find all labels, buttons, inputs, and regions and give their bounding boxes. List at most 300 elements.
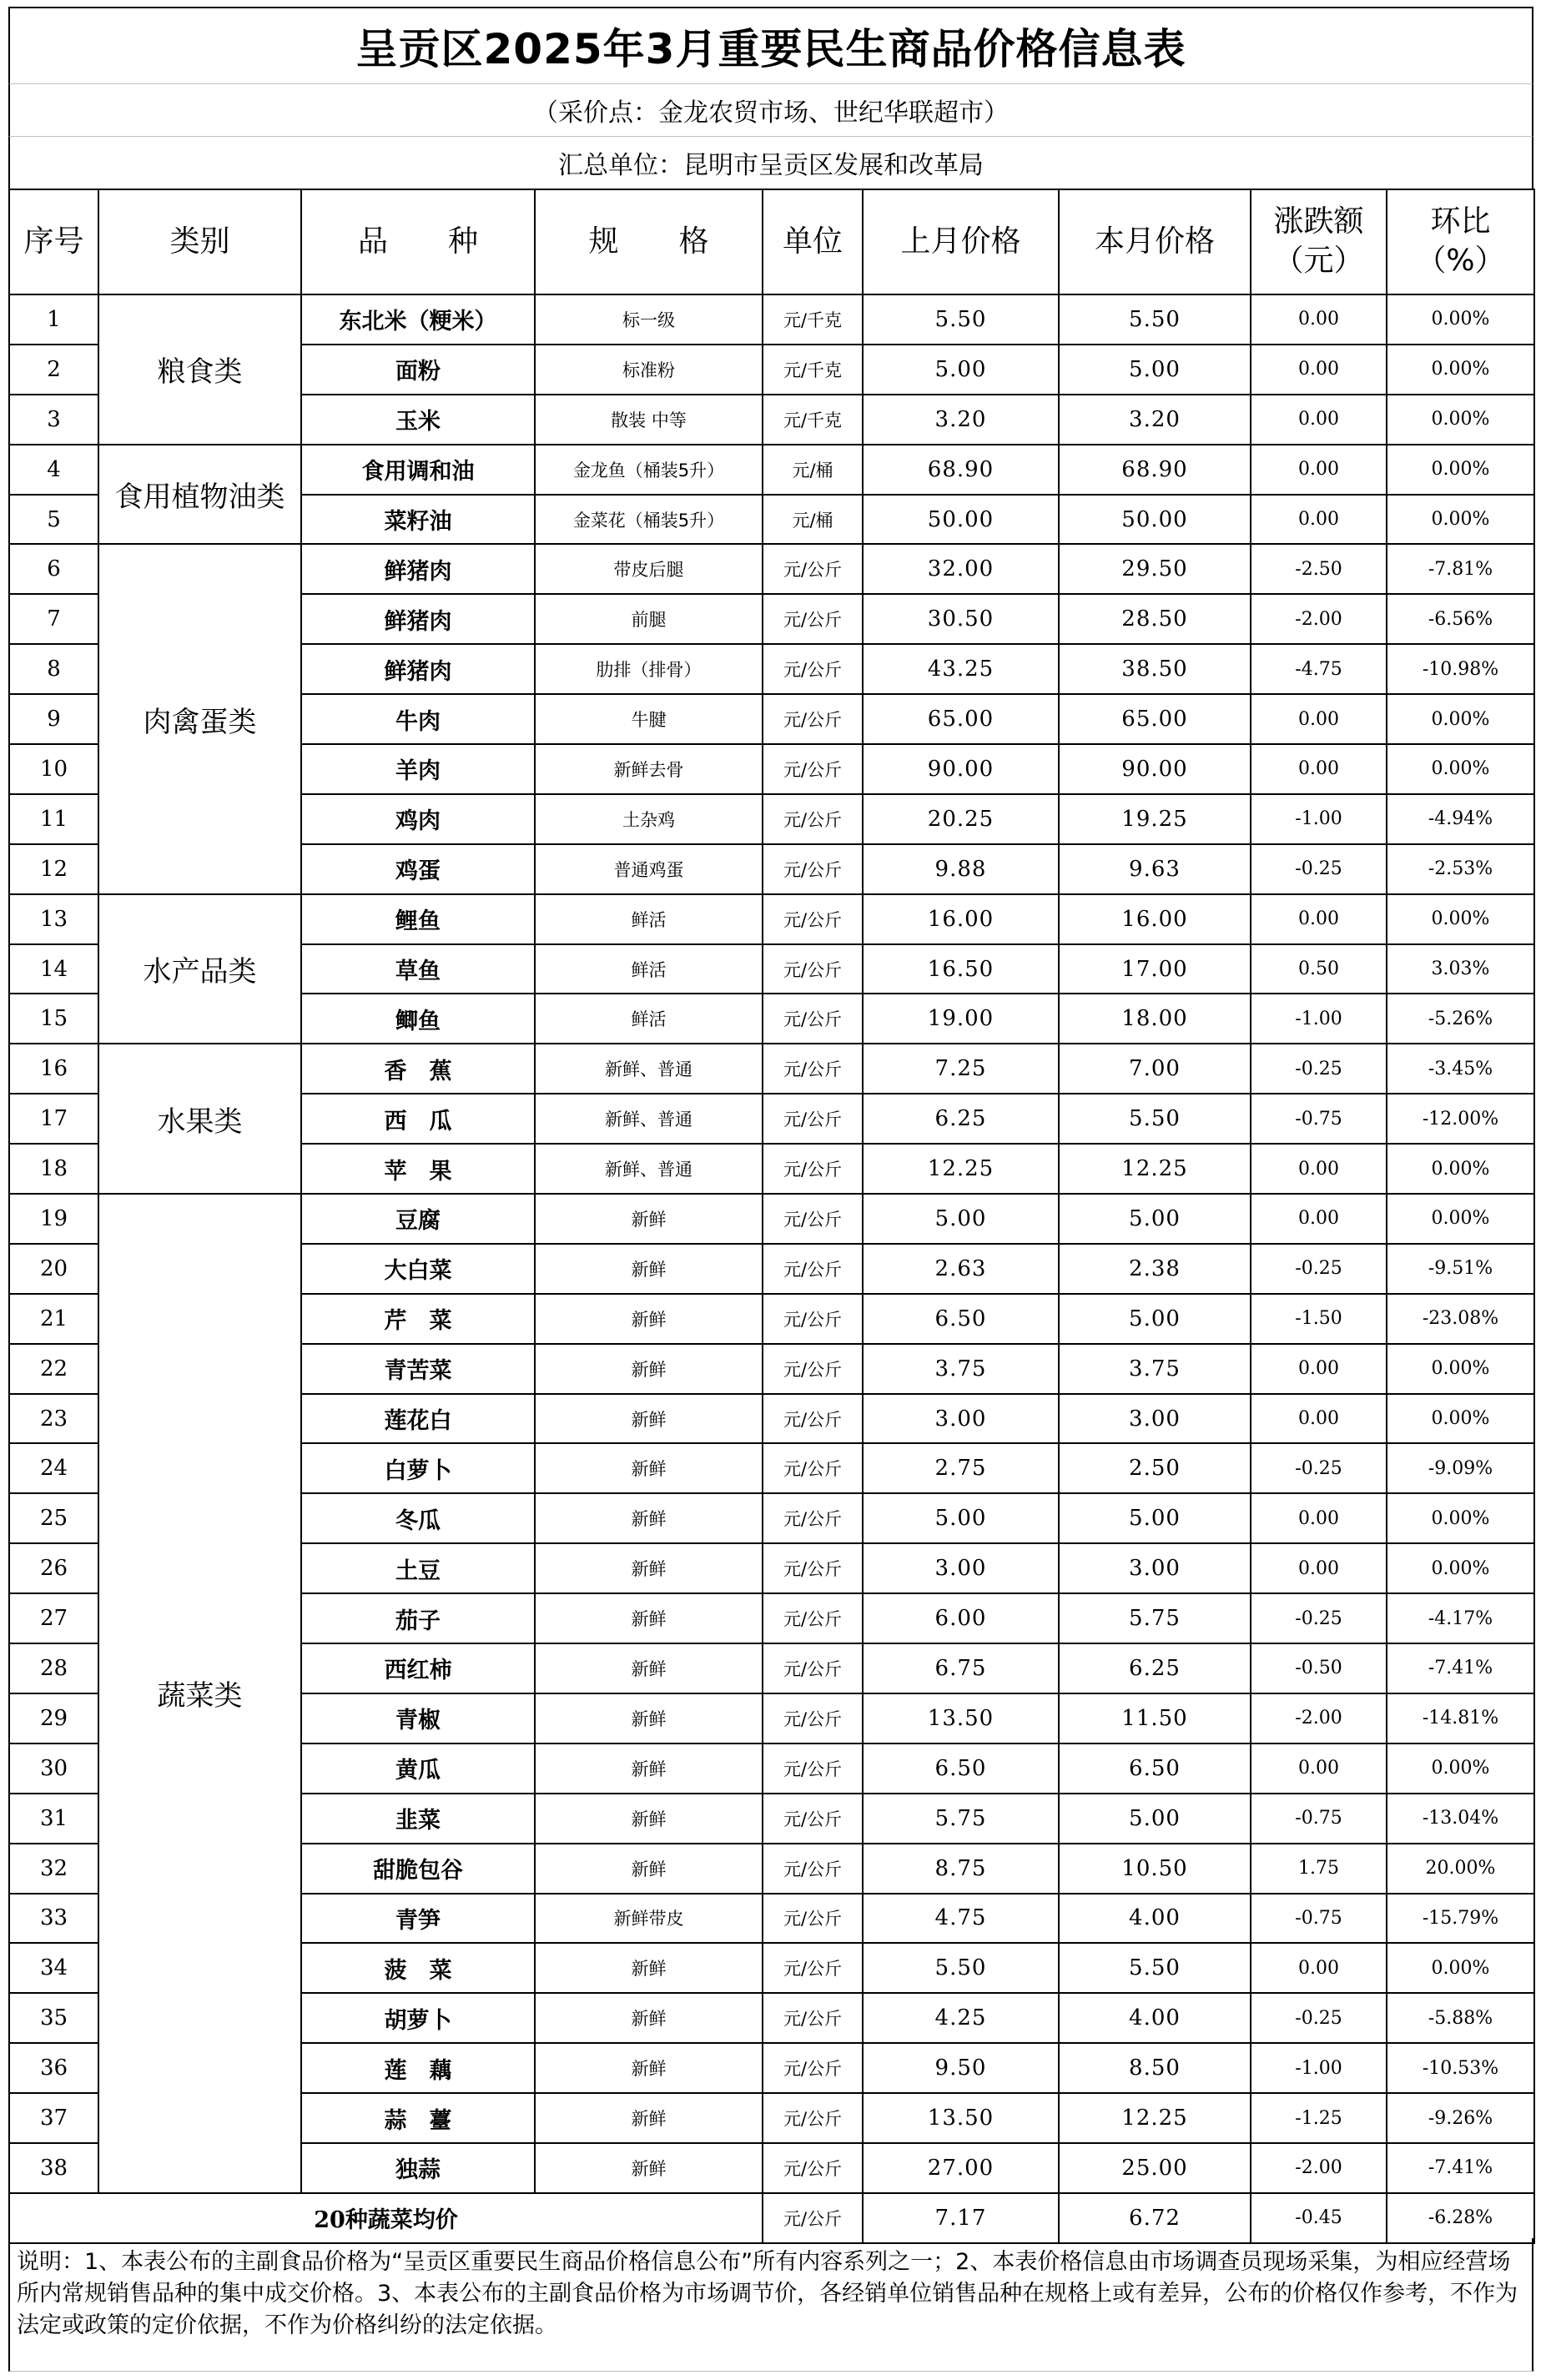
- last-price: 65.00: [863, 694, 1059, 744]
- this-price: 5.00: [1059, 1794, 1251, 1844]
- category-cell: 食用植物油类: [98, 445, 301, 545]
- this-price: 50.00: [1059, 495, 1251, 545]
- item-unit: 元/公斤: [763, 1794, 863, 1844]
- this-price: 5.75: [1059, 1593, 1251, 1643]
- header-category: 类别: [98, 189, 301, 294]
- item-unit: 元/公斤: [763, 1743, 863, 1794]
- this-price: 5.00: [1059, 345, 1251, 395]
- change-ratio: 0.00%: [1387, 1144, 1534, 1194]
- change-ratio: 0.00%: [1387, 1543, 1534, 1593]
- change-ratio: 0.00%: [1387, 1943, 1534, 1993]
- change-amount: 0.00: [1251, 1943, 1387, 1993]
- sampling-points: （采价点：金龙农贸市场、世纪华联超市）: [8, 84, 1533, 137]
- item-unit: 元/公斤: [763, 1543, 863, 1593]
- item-name: 白萝卜: [301, 1443, 535, 1493]
- last-price: 32.00: [863, 544, 1059, 594]
- page-title: 呈贡区2025年3月重要民生商品价格信息表: [8, 7, 1533, 84]
- change-amount: 0.00: [1251, 495, 1387, 545]
- this-price: 5.50: [1059, 1094, 1251, 1144]
- item-name: 韭菜: [301, 1794, 535, 1844]
- last-price: 90.00: [863, 744, 1059, 794]
- change-ratio: -12.00%: [1387, 1094, 1534, 1144]
- header-change-line2: （元）: [1273, 244, 1364, 278]
- item-spec: 散装 中等: [535, 395, 763, 445]
- table-row: [9, 445, 1534, 495]
- row-index: 14: [9, 944, 98, 994]
- item-name: 食用调和油: [301, 445, 535, 495]
- header-ratio-line2: （%）: [1416, 244, 1505, 278]
- change-ratio: -9.09%: [1387, 1443, 1534, 1493]
- last-price: 9.88: [863, 844, 1059, 894]
- item-name: 东北米（粳米）: [301, 294, 535, 345]
- item-spec: 土杂鸡: [535, 794, 763, 844]
- last-price: 5.50: [863, 294, 1059, 345]
- header-change: [1251, 189, 1387, 294]
- change-ratio: -23.08%: [1387, 1294, 1534, 1344]
- row-index: 21: [9, 1294, 98, 1344]
- table-body: [9, 294, 1534, 2243]
- vegetable-average-row: [9, 2193, 1534, 2243]
- last-price: 27.00: [863, 2143, 1059, 2193]
- row-index: 29: [9, 1693, 98, 1743]
- last-price: 5.50: [863, 1943, 1059, 1993]
- price-sheet: [8, 7, 1533, 2338]
- item-spec: 新鲜: [535, 1294, 763, 1344]
- change-ratio: 0.00%: [1387, 1344, 1534, 1394]
- change-ratio: -7.41%: [1387, 1643, 1534, 1693]
- item-spec: 新鲜: [535, 1244, 763, 1294]
- average-last-price: 7.17: [863, 2193, 1059, 2243]
- last-price: 12.25: [863, 1144, 1059, 1194]
- item-unit: 元/公斤: [763, 694, 863, 744]
- item-name: 鸡蛋: [301, 844, 535, 894]
- change-ratio: -7.81%: [1387, 544, 1534, 594]
- this-price: 2.38: [1059, 1244, 1251, 1294]
- item-name: 菜籽油: [301, 495, 535, 545]
- this-price: 17.00: [1059, 944, 1251, 994]
- item-name: 鲜猪肉: [301, 594, 535, 644]
- last-price: 2.63: [863, 1244, 1059, 1294]
- change-ratio: -5.88%: [1387, 1993, 1534, 2043]
- row-index: 27: [9, 1593, 98, 1643]
- row-index: 22: [9, 1344, 98, 1394]
- item-spec: 金龙鱼（桶装5升）: [535, 445, 763, 495]
- item-name: 青椒: [301, 1693, 535, 1743]
- header-index: 序号: [9, 189, 98, 294]
- change-amount: -2.00: [1251, 2143, 1387, 2193]
- header-item: 品 种: [301, 189, 535, 294]
- item-spec: 鲜活: [535, 944, 763, 994]
- item-unit: 元/千克: [763, 395, 863, 445]
- item-spec: 新鲜、普通: [535, 1144, 763, 1194]
- last-price: 20.25: [863, 794, 1059, 844]
- average-this-price: 6.72: [1059, 2193, 1251, 2243]
- row-index: 9: [9, 694, 98, 744]
- row-index: 11: [9, 794, 98, 844]
- item-spec: 牛腱: [535, 694, 763, 744]
- item-spec: 前腿: [535, 594, 763, 644]
- table-row: [9, 1044, 1534, 1094]
- change-amount: -1.50: [1251, 1294, 1387, 1344]
- last-price: 3.00: [863, 1394, 1059, 1444]
- change-amount: 0.00: [1251, 1743, 1387, 1794]
- item-unit: 元/桶: [763, 495, 863, 545]
- change-ratio: -14.81%: [1387, 1693, 1534, 1743]
- change-amount: 0.00: [1251, 294, 1387, 345]
- this-price: 5.00: [1059, 1194, 1251, 1244]
- item-unit: 元/公斤: [763, 594, 863, 644]
- category-cell: 水产品类: [98, 894, 301, 1044]
- item-unit: 元/公斤: [763, 1194, 863, 1244]
- item-name: 草鱼: [301, 944, 535, 994]
- this-price: 6.50: [1059, 1743, 1251, 1794]
- last-price: 8.75: [863, 1844, 1059, 1894]
- item-spec: 新鲜: [535, 1943, 763, 1993]
- item-unit: 元/公斤: [763, 1844, 863, 1894]
- last-price: 5.00: [863, 345, 1059, 395]
- last-price: 6.75: [863, 1643, 1059, 1693]
- item-unit: 元/公斤: [763, 2093, 863, 2143]
- this-price: 6.25: [1059, 1643, 1251, 1693]
- item-spec: 新鲜、普通: [535, 1044, 763, 1094]
- item-name: 黄瓜: [301, 1743, 535, 1794]
- item-spec: 新鲜: [535, 1643, 763, 1693]
- change-amount: -1.00: [1251, 994, 1387, 1044]
- item-name: 青苦菜: [301, 1344, 535, 1394]
- row-index: 18: [9, 1144, 98, 1194]
- last-price: 50.00: [863, 495, 1059, 545]
- change-ratio: -13.04%: [1387, 1794, 1534, 1844]
- row-index: 8: [9, 644, 98, 694]
- change-amount: -4.75: [1251, 644, 1387, 694]
- row-index: 23: [9, 1394, 98, 1444]
- item-unit: 元/公斤: [763, 1943, 863, 1993]
- last-price: 3.00: [863, 1543, 1059, 1593]
- change-ratio: 0.00%: [1387, 1493, 1534, 1543]
- change-amount: -0.75: [1251, 1794, 1387, 1844]
- last-price: 13.50: [863, 2093, 1059, 2143]
- item-unit: 元/公斤: [763, 794, 863, 844]
- change-ratio: 0.00%: [1387, 694, 1534, 744]
- change-amount: 0.00: [1251, 345, 1387, 395]
- item-name: 羊肉: [301, 744, 535, 794]
- item-spec: 标准粉: [535, 345, 763, 395]
- this-price: 12.25: [1059, 1144, 1251, 1194]
- item-name: 鲤鱼: [301, 894, 535, 944]
- row-index: 1: [9, 294, 98, 345]
- row-index: 20: [9, 1244, 98, 1294]
- change-amount: -0.25: [1251, 1443, 1387, 1493]
- item-unit: 元/公斤: [763, 844, 863, 894]
- item-spec: 新鲜: [535, 1593, 763, 1643]
- row-index: 37: [9, 2093, 98, 2143]
- change-amount: -0.25: [1251, 1993, 1387, 2043]
- item-unit: 元/公斤: [763, 994, 863, 1044]
- item-name: 鲜猪肉: [301, 644, 535, 694]
- this-price: 3.00: [1059, 1394, 1251, 1444]
- this-price: 4.00: [1059, 1894, 1251, 1944]
- last-price: 16.50: [863, 944, 1059, 994]
- item-unit: 元/公斤: [763, 2043, 863, 2093]
- header-ratio-line1: 环比: [1430, 204, 1491, 239]
- item-name: 西红柿: [301, 1643, 535, 1693]
- change-amount: -0.75: [1251, 1894, 1387, 1944]
- change-ratio: 0.00%: [1387, 294, 1534, 345]
- item-name: 青笋: [301, 1894, 535, 1944]
- change-amount: -1.00: [1251, 2043, 1387, 2093]
- change-ratio: -7.41%: [1387, 2143, 1534, 2193]
- item-unit: 元/公斤: [763, 894, 863, 944]
- change-amount: -0.75: [1251, 1094, 1387, 1144]
- item-name: 土豆: [301, 1543, 535, 1593]
- change-ratio: -9.51%: [1387, 1244, 1534, 1294]
- last-price: 30.50: [863, 594, 1059, 644]
- item-name: 甜脆包谷: [301, 1844, 535, 1894]
- change-amount: 0.00: [1251, 445, 1387, 495]
- row-index: 34: [9, 1943, 98, 1993]
- item-spec: 新鲜: [535, 1693, 763, 1743]
- item-unit: 元/公斤: [763, 1044, 863, 1094]
- item-spec: 新鲜: [535, 1443, 763, 1493]
- table-row: [9, 894, 1534, 944]
- item-name: 鲫鱼: [301, 994, 535, 1044]
- average-label: 20种蔬菜均价: [9, 2193, 763, 2243]
- this-price: 3.20: [1059, 395, 1251, 445]
- item-unit: 元/公斤: [763, 544, 863, 594]
- item-spec: 标一级: [535, 294, 763, 345]
- last-price: 19.00: [863, 994, 1059, 1044]
- item-unit: 元/公斤: [763, 1493, 863, 1543]
- row-index: 38: [9, 2143, 98, 2193]
- row-index: 7: [9, 594, 98, 644]
- item-name: 鸡肉: [301, 794, 535, 844]
- row-index: 12: [9, 844, 98, 894]
- item-unit: 元/公斤: [763, 2143, 863, 2193]
- this-price: 28.50: [1059, 594, 1251, 644]
- item-spec: 带皮后腿: [535, 544, 763, 594]
- item-spec: 鲜活: [535, 994, 763, 1044]
- change-amount: -2.50: [1251, 544, 1387, 594]
- average-item-unit: 元/公斤: [763, 2193, 863, 2243]
- row-index: 32: [9, 1844, 98, 1894]
- item-spec: 鲜活: [535, 894, 763, 944]
- table-header-row: [9, 189, 1534, 294]
- last-price: 13.50: [863, 1693, 1059, 1743]
- item-unit: 元/公斤: [763, 944, 863, 994]
- last-price: 3.75: [863, 1344, 1059, 1394]
- item-spec: 普通鸡蛋: [535, 844, 763, 894]
- table-row: [9, 1194, 1534, 1244]
- this-price: 90.00: [1059, 744, 1251, 794]
- row-index: 33: [9, 1894, 98, 1944]
- change-amount: 0.00: [1251, 694, 1387, 744]
- summary-organization: 汇总单位：昆明市呈贡区发展和改革局: [8, 137, 1533, 189]
- explanatory-note: 说明：1、本表公布的主副食品价格为“呈贡区重要民生商品价格信息公布”所有内容系列之一；2、本表价格信息由市场调查员现场采集，为相应经营场所内常规销售品种的集中成交价格。3、本表公布的主副食品价格为市场调节价，各经销单位销售品种在规格上或有差异，公布的价格仅作参考，不作为法定或政策的定价依据，不作为价格纠纷的法定依据。: [8, 2238, 1533, 2372]
- change-ratio: -3.45%: [1387, 1044, 1534, 1094]
- row-index: 5: [9, 495, 98, 545]
- last-price: 9.50: [863, 2043, 1059, 2093]
- item-name: 莲花白: [301, 1394, 535, 1444]
- header-spec: 规 格: [535, 189, 763, 294]
- item-unit: 元/公斤: [763, 1294, 863, 1344]
- change-ratio: -9.26%: [1387, 2093, 1534, 2143]
- item-name: 冬瓜: [301, 1493, 535, 1543]
- row-index: 15: [9, 994, 98, 1044]
- item-spec: 新鲜、普通: [535, 1094, 763, 1144]
- this-price: 3.00: [1059, 1543, 1251, 1593]
- last-price: 6.25: [863, 1094, 1059, 1144]
- this-price: 3.75: [1059, 1344, 1251, 1394]
- item-name: 菠 菜: [301, 1943, 535, 1993]
- item-spec: 新鲜: [535, 1743, 763, 1794]
- this-price: 19.25: [1059, 794, 1251, 844]
- change-amount: 0.00: [1251, 744, 1387, 794]
- change-amount: 0.00: [1251, 395, 1387, 445]
- change-amount: 0.00: [1251, 1394, 1387, 1444]
- item-spec: 新鲜: [535, 1344, 763, 1394]
- change-ratio: -10.53%: [1387, 2043, 1534, 2093]
- row-index: 36: [9, 2043, 98, 2093]
- last-price: 4.25: [863, 1993, 1059, 2043]
- row-index: 4: [9, 445, 98, 495]
- item-unit: 元/千克: [763, 345, 863, 395]
- this-price: 68.90: [1059, 445, 1251, 495]
- change-ratio: 20.00%: [1387, 1844, 1534, 1894]
- this-price: 5.00: [1059, 1493, 1251, 1543]
- last-price: 6.50: [863, 1743, 1059, 1794]
- change-ratio: 3.03%: [1387, 944, 1534, 994]
- row-index: 19: [9, 1194, 98, 1244]
- this-price: 5.50: [1059, 294, 1251, 345]
- item-name: 苹 果: [301, 1144, 535, 1194]
- change-amount: 1.75: [1251, 1844, 1387, 1894]
- price-table: [8, 189, 1535, 2244]
- item-name: 牛肉: [301, 694, 535, 744]
- change-ratio: -6.56%: [1387, 594, 1534, 644]
- last-price: 6.50: [863, 1294, 1059, 1344]
- item-name: 芹 菜: [301, 1294, 535, 1344]
- item-spec: 新鲜: [535, 1543, 763, 1593]
- change-amount: -0.50: [1251, 1643, 1387, 1693]
- change-ratio: 0.00%: [1387, 345, 1534, 395]
- change-amount: 0.00: [1251, 1194, 1387, 1244]
- header-ratio: [1387, 189, 1534, 294]
- item-unit: 元/桶: [763, 445, 863, 495]
- change-ratio: 0.00%: [1387, 894, 1534, 944]
- row-index: 30: [9, 1743, 98, 1794]
- item-spec: 新鲜: [535, 1493, 763, 1543]
- this-price: 7.00: [1059, 1044, 1251, 1094]
- item-unit: 元/公斤: [763, 1443, 863, 1493]
- change-ratio: -4.94%: [1387, 794, 1534, 844]
- row-index: 26: [9, 1543, 98, 1593]
- change-amount: -2.00: [1251, 1693, 1387, 1743]
- this-price: 29.50: [1059, 544, 1251, 594]
- change-amount: -0.25: [1251, 1044, 1387, 1094]
- header-last-price: 上月价格: [863, 189, 1059, 294]
- table-row: [9, 294, 1534, 345]
- this-price: 2.50: [1059, 1443, 1251, 1493]
- this-price: 9.63: [1059, 844, 1251, 894]
- item-name: 大白菜: [301, 1244, 535, 1294]
- change-amount: -0.25: [1251, 1244, 1387, 1294]
- change-ratio: -10.98%: [1387, 644, 1534, 694]
- change-amount: -0.25: [1251, 1593, 1387, 1643]
- change-ratio: -15.79%: [1387, 1894, 1534, 1944]
- item-spec: 新鲜: [535, 2093, 763, 2143]
- item-spec: 新鲜带皮: [535, 1894, 763, 1944]
- this-price: 16.00: [1059, 894, 1251, 944]
- change-amount: -0.25: [1251, 844, 1387, 894]
- header-change-line1: 涨跌额: [1273, 204, 1364, 239]
- item-spec: 金菜花（桶装5升）: [535, 495, 763, 545]
- item-unit: 元/公斤: [763, 1244, 863, 1294]
- category-cell: 水果类: [98, 1044, 301, 1194]
- item-name: 豆腐: [301, 1194, 535, 1244]
- last-price: 5.75: [863, 1794, 1059, 1844]
- change-amount: 0.00: [1251, 1543, 1387, 1593]
- item-name: 胡萝卜: [301, 1993, 535, 2043]
- item-spec: 肋排（排骨）: [535, 644, 763, 694]
- last-price: 4.75: [863, 1894, 1059, 1944]
- item-spec: 新鲜: [535, 2143, 763, 2193]
- change-amount: -1.00: [1251, 794, 1387, 844]
- item-name: 蒜 薹: [301, 2093, 535, 2143]
- item-name: 香 蕉: [301, 1044, 535, 1094]
- this-price: 25.00: [1059, 2143, 1251, 2193]
- item-unit: 元/公斤: [763, 1993, 863, 2043]
- row-index: 10: [9, 744, 98, 794]
- last-price: 7.25: [863, 1044, 1059, 1094]
- this-price: 10.50: [1059, 1844, 1251, 1894]
- last-price: 16.00: [863, 894, 1059, 944]
- change-ratio: 0.00%: [1387, 395, 1534, 445]
- this-price: 11.50: [1059, 1693, 1251, 1743]
- item-unit: 元/千克: [763, 294, 863, 345]
- header-this-price: 本月价格: [1059, 189, 1251, 294]
- change-ratio: 0.00%: [1387, 1194, 1534, 1244]
- last-price: 2.75: [863, 1443, 1059, 1493]
- row-index: 17: [9, 1094, 98, 1144]
- item-spec: 新鲜: [535, 1194, 763, 1244]
- change-ratio: 0.00%: [1387, 744, 1534, 794]
- change-ratio: 0.00%: [1387, 445, 1534, 495]
- item-spec: 新鲜: [535, 1993, 763, 2043]
- change-amount: 0.00: [1251, 1344, 1387, 1394]
- change-amount: -2.00: [1251, 594, 1387, 644]
- change-ratio: -4.17%: [1387, 1593, 1534, 1643]
- change-amount: 0.50: [1251, 944, 1387, 994]
- row-index: 35: [9, 1993, 98, 2043]
- change-amount: -1.25: [1251, 2093, 1387, 2143]
- category-cell: 蔬菜类: [98, 1194, 301, 2193]
- row-index: 6: [9, 544, 98, 594]
- item-unit: 元/公斤: [763, 744, 863, 794]
- last-price: 6.00: [863, 1593, 1059, 1643]
- item-unit: 元/公斤: [763, 1643, 863, 1693]
- category-cell: 肉禽蛋类: [98, 544, 301, 893]
- this-price: 18.00: [1059, 994, 1251, 1044]
- item-name: 西 瓜: [301, 1094, 535, 1144]
- change-amount: 0.00: [1251, 1144, 1387, 1194]
- item-spec: 新鲜: [535, 2043, 763, 2093]
- item-unit: 元/公斤: [763, 1144, 863, 1194]
- average-change-ratio: -6.28%: [1387, 2193, 1534, 2243]
- row-index: 25: [9, 1493, 98, 1543]
- this-price: 4.00: [1059, 1993, 1251, 2043]
- this-price: 5.50: [1059, 1943, 1251, 1993]
- last-price: 68.90: [863, 445, 1059, 495]
